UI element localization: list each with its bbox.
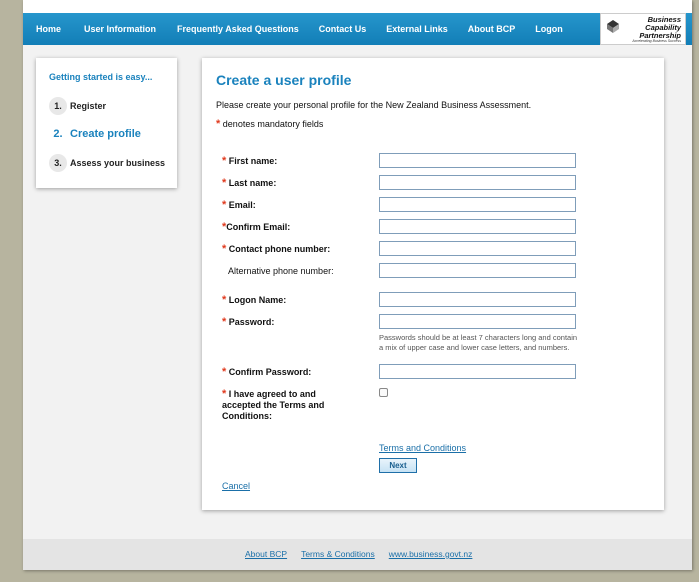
required-star: * (222, 177, 227, 189)
logon-name-label-text: Logon Name: (228, 295, 287, 305)
required-star: * (216, 118, 221, 130)
page (23, 0, 692, 570)
terms-and-conditions-link[interactable]: Terms and Conditions (379, 443, 467, 453)
form-intro-text: Please create your personal profile for the New Zealand Business Assessment. (216, 100, 532, 110)
required-star: * (222, 199, 227, 211)
confirm-password-label-text: Confirm Password: (228, 367, 312, 377)
terms-label (222, 389, 337, 422)
last-name-label (222, 178, 372, 189)
profile-form-panel (202, 58, 664, 510)
confirm-password-label (222, 367, 372, 378)
required-star: * (222, 221, 227, 233)
step-register (49, 97, 106, 115)
step-number: 2. (49, 125, 67, 143)
required-star: * (222, 388, 227, 400)
top-navigation-bar (23, 13, 692, 45)
logon-name-input[interactable] (379, 292, 576, 307)
step-label: Register (70, 101, 107, 111)
alt-phone-input[interactable] (379, 263, 576, 278)
nav-faq[interactable]: Frequently Asked Questions (177, 24, 299, 34)
page-title: Create a user profile (216, 72, 352, 88)
terms-checkbox[interactable] (379, 388, 388, 397)
nav-about-bcp[interactable]: About BCP (467, 24, 516, 34)
last-name-input[interactable] (379, 175, 576, 190)
email-label-text: Email: (228, 200, 256, 210)
bcp-logo-text (639, 16, 681, 40)
first-name-label-text: First name: (228, 156, 278, 166)
steps-title: Getting started is easy... (49, 72, 153, 82)
bcp-logo[interactable] (600, 13, 686, 45)
footer (23, 539, 692, 570)
step-label: Create profile (70, 128, 141, 140)
footer-link-about-bcp[interactable]: About BCP (245, 549, 288, 559)
mandatory-note (216, 118, 323, 130)
logo-line-2: Capability (645, 23, 681, 32)
first-name-label (222, 156, 372, 167)
getting-started-panel (36, 58, 177, 188)
step-label: Assess your business (70, 158, 166, 168)
confirm-password-input[interactable] (379, 364, 576, 379)
required-star: * (222, 243, 227, 255)
contact-phone-input[interactable] (379, 241, 576, 256)
password-input[interactable] (379, 314, 576, 329)
footer-link-business-govt[interactable]: www.business.govt.nz (388, 549, 473, 559)
step-create-profile (49, 125, 141, 143)
logo-line-3: Partnership (639, 31, 681, 40)
cancel-link[interactable]: Cancel (222, 481, 251, 491)
last-name-label-text: Last name: (228, 178, 277, 188)
terms-label-text: I have agreed to and accepted the Terms and Conditions: (222, 389, 325, 421)
confirm-email-label (222, 222, 372, 233)
required-star: * (222, 366, 227, 378)
contact-phone-label (222, 244, 372, 255)
password-label-text: Password: (228, 317, 275, 327)
mandatory-note-text: denotes mandatory fields (222, 119, 324, 129)
nav-logon[interactable]: Logon (535, 24, 563, 34)
first-name-input[interactable] (379, 153, 576, 168)
step-number: 3. (49, 154, 67, 172)
required-star: * (222, 155, 227, 167)
footer-links (245, 549, 472, 559)
nav-user-information[interactable]: User Information (84, 24, 157, 34)
logo-line-1: Business (647, 15, 681, 24)
email-input[interactable] (379, 197, 576, 212)
footer-link-terms[interactable]: Terms & Conditions (301, 549, 375, 559)
main-nav (23, 13, 563, 45)
email-label (222, 200, 372, 211)
contact-phone-label-text: Contact phone number: (228, 244, 331, 254)
confirm-email-input[interactable] (379, 219, 576, 234)
required-star: * (222, 294, 227, 306)
bcp-logo-mark-icon (605, 18, 621, 34)
step-number: 1. (49, 97, 67, 115)
nav-external-links[interactable]: External Links (386, 24, 448, 34)
next-button[interactable]: Next (379, 458, 417, 473)
main-content-area (23, 45, 692, 539)
nav-contact-us[interactable]: Contact Us (318, 24, 367, 34)
password-hint: Passwords should be at least 7 characters long and contain a mix of upper case and lower case letters, and numbers. (379, 333, 578, 352)
required-star: * (222, 316, 227, 328)
nav-home[interactable]: Home (36, 24, 62, 34)
password-label (222, 317, 372, 328)
logon-name-label (222, 295, 372, 306)
alt-phone-label: Alternative phone number: (228, 266, 334, 276)
step-assess-business (49, 154, 165, 172)
confirm-email-label-text: Confirm Email: (226, 222, 291, 232)
logo-tagline: Accelerating Business Success (632, 39, 681, 43)
